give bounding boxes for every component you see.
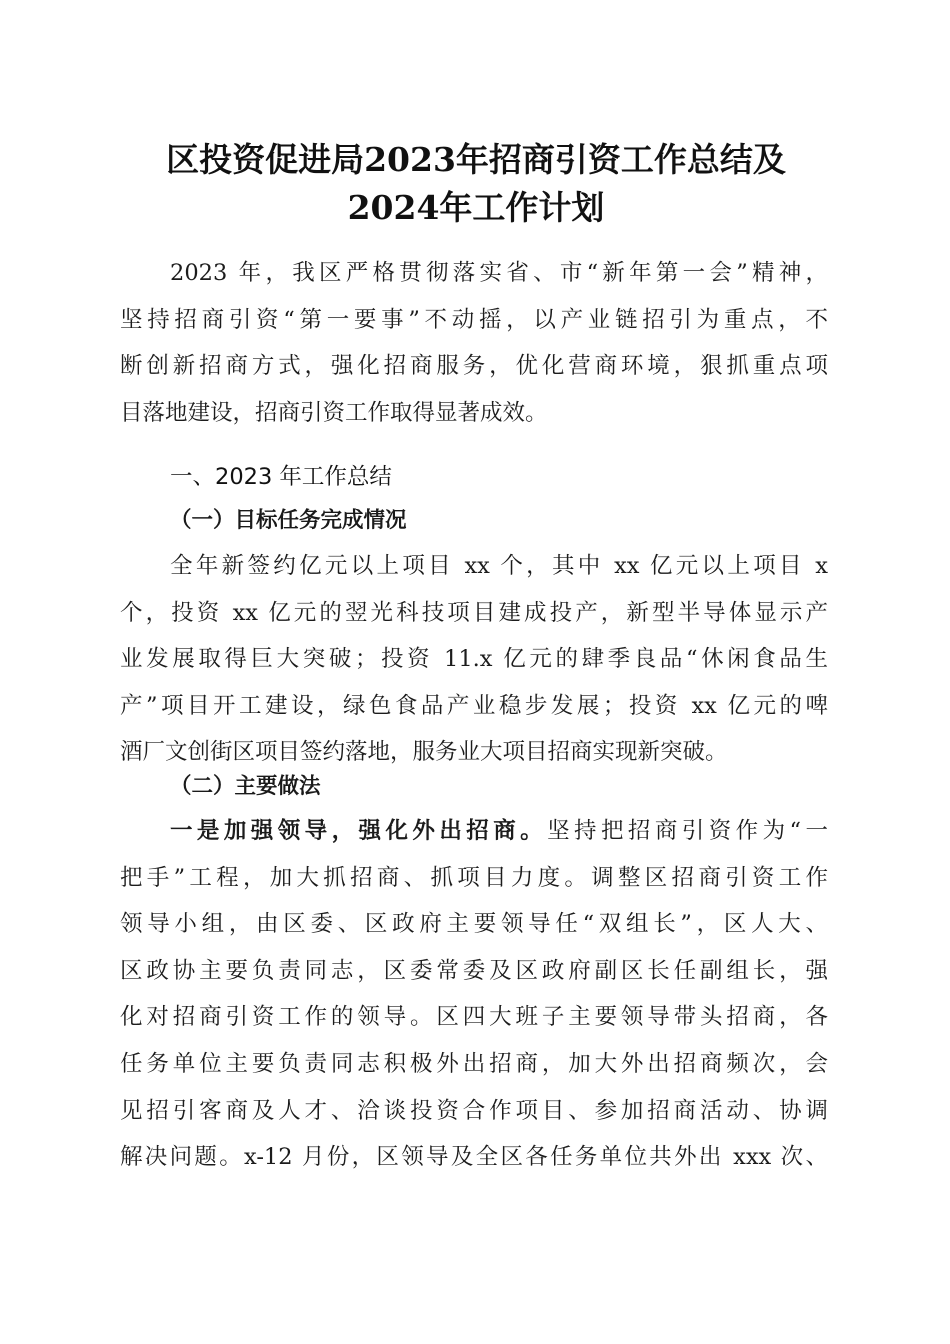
section-heading-summary: 一、2023 年工作总结	[170, 464, 392, 490]
intro-line: 坚持招商引资“第一要事”不动摇，以产业链招引为重点，不	[120, 306, 828, 333]
methods-first-line	[120, 808, 828, 855]
intro-paragraph	[120, 250, 828, 436]
targets-line: 全年新签约亿元以上项目 xx 个，其中 xx 亿元以上项目 x	[170, 553, 828, 579]
methods-line: 解决问题。x-12 月份，区领导及全区各任务单位共外出 xxx 次、	[120, 1144, 828, 1171]
subsection-heading-targets: （一）目标任务完成情况	[170, 508, 407, 533]
document-title	[120, 136, 832, 232]
intro-line: 断创新招商方式，强化招商服务，优化营商环境，狠抓重点项	[120, 353, 828, 380]
methods-line: 任务单位主要负责同志积极外出招商，加大外出招商频次，会	[120, 1050, 828, 1077]
methods-lead: 一是加强领导，强化外出招商。	[170, 818, 548, 844]
subsection-heading-methods: （二）主要做法	[170, 774, 321, 799]
methods-line: 区政协主要负责同志，区委常委及区政府副区长任副组长，强	[120, 957, 828, 984]
methods-line: 见招引客商及人才、洽谈投资合作项目、参加招商活动、协调	[120, 1097, 828, 1124]
intro-line: 目落地建设，招商引资工作取得显著成效。	[120, 399, 548, 426]
targets-line: 业发展取得巨大突破；投资 11.x 亿元的肆季良品“休闲食品生	[120, 646, 828, 673]
targets-line: 酒厂文创街区项目签约落地，服务业大项目招商实现新突破。	[120, 739, 728, 766]
methods-first-line-rest: 坚持把招商引资作为“一	[547, 818, 828, 844]
targets-line: 产”项目开工建设，绿色食品产业稳步发展；投资 xx 亿元的啤	[120, 692, 828, 719]
targets-paragraph	[120, 543, 828, 776]
methods-line: 领导小组，由区委、区政府主要领导任“双组长”，区人大、	[120, 911, 828, 938]
methods-line: 化对招商引资工作的领导。区四大班子主要领导带头招商，各	[120, 1004, 828, 1031]
methods-paragraph	[120, 808, 828, 1181]
title-line-1: 区投资促进局2023年招商引资工作总结及	[166, 140, 786, 179]
intro-line: 2023 年，我区严格贯彻落实省、市“新年第一会”精神，	[170, 260, 828, 286]
targets-line: 个，投资 xx 亿元的翌光科技项目建成投产，新型半导体显示产	[120, 599, 828, 626]
title-line-2: 2024年工作计划	[347, 188, 605, 227]
methods-line: 把手”工程，加大抓招商、抓项目力度。调整区招商引资工作	[120, 864, 828, 891]
